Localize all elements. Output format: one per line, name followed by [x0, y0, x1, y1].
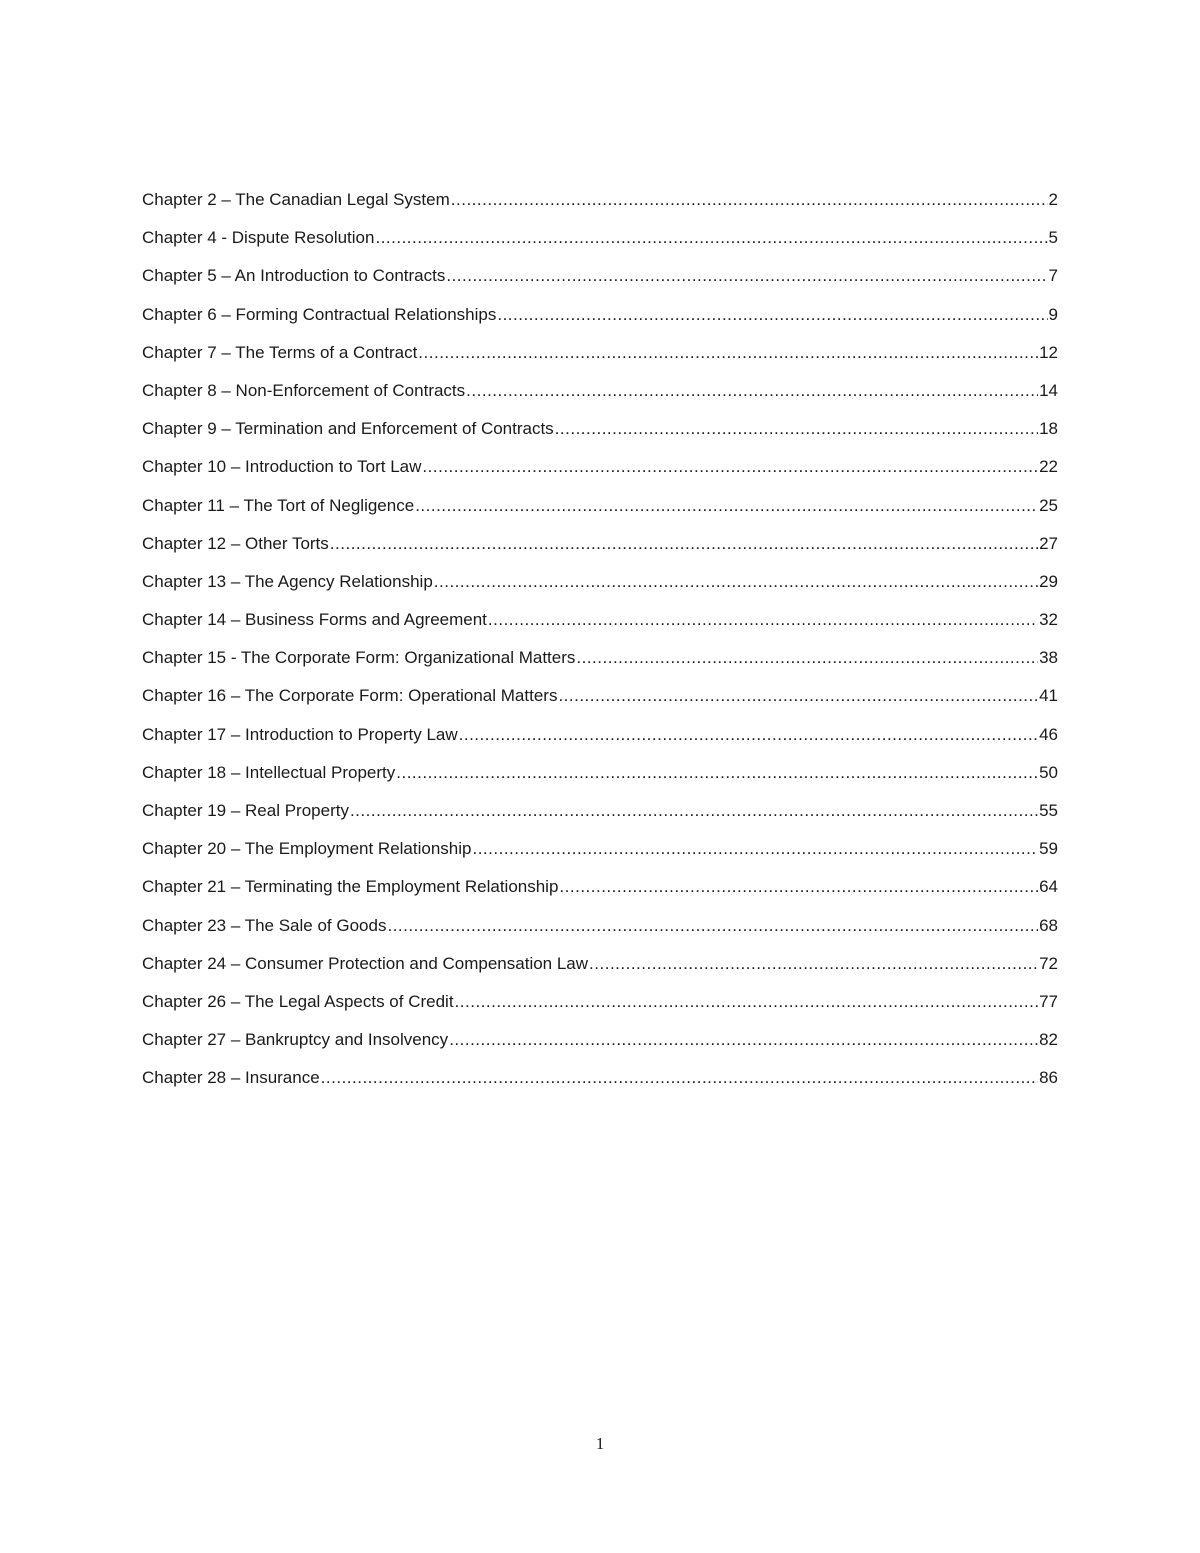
toc-entry-page: 72 — [1039, 953, 1058, 973]
toc-entry-page: 9 — [1048, 304, 1058, 324]
toc-entry[interactable] — [142, 415, 1058, 453]
toc-entry-title: Chapter 15 - The Corporate Form: Organizational Matters — [142, 648, 576, 668]
toc-entry[interactable] — [142, 377, 1058, 415]
toc-dot-leader — [466, 377, 1038, 405]
toc-entry[interactable] — [142, 1026, 1058, 1064]
toc-entry[interactable] — [142, 492, 1058, 530]
toc-entry[interactable] — [142, 186, 1058, 224]
toc-entry-page: 7 — [1048, 266, 1058, 286]
toc-entry-title: Chapter 5 – An Introduction to Contracts — [142, 266, 446, 286]
toc-entry[interactable] — [142, 682, 1058, 720]
toc-entry-title: Chapter 19 – Real Property — [142, 801, 349, 820]
toc-dot-leader — [497, 301, 1047, 329]
toc-entry[interactable] — [142, 912, 1058, 950]
toc-dot-leader — [576, 644, 1038, 672]
toc-entry-page: 38 — [1039, 648, 1058, 668]
toc-dot-leader — [396, 759, 1038, 787]
toc-dot-leader — [434, 568, 1038, 596]
toc-dot-leader — [449, 1026, 1038, 1054]
toc-entry-title: Chapter 11 – The Tort of Negligence — [142, 495, 415, 515]
toc-entry[interactable] — [142, 721, 1058, 759]
toc-entry-title: Chapter 24 – Consumer Protection and Compensation Law — [142, 953, 589, 973]
toc-entry-page: 14 — [1039, 380, 1058, 400]
table-of-contents — [142, 186, 1058, 1103]
toc-dot-leader — [488, 606, 1038, 634]
toc-entry-title: Chapter 12 – Other Torts — [142, 533, 329, 553]
toc-entry[interactable] — [142, 988, 1058, 1026]
toc-entry[interactable] — [142, 835, 1058, 873]
toc-entry[interactable] — [142, 568, 1058, 606]
toc-dot-leader — [387, 912, 1038, 940]
toc-entry[interactable] — [142, 759, 1058, 797]
toc-dot-leader — [375, 224, 1047, 252]
toc-entry[interactable] — [142, 339, 1058, 377]
toc-entry-page: 55 — [1039, 801, 1058, 820]
toc-entry-title: Chapter 4 - Dispute Resolution — [142, 228, 375, 248]
toc-dot-leader — [451, 186, 1048, 214]
toc-entry[interactable] — [142, 950, 1058, 988]
toc-entry-page: 77 — [1039, 991, 1058, 1011]
toc-dot-leader — [415, 492, 1038, 520]
toc-dot-leader — [422, 453, 1038, 481]
toc-dot-leader — [350, 797, 1038, 825]
toc-entry-title: Chapter 9 – Termination and Enforcement of Contracts — [142, 419, 554, 439]
toc-entry-title: Chapter 27 – Bankruptcy and Insolvency — [142, 1030, 449, 1050]
toc-entry-title: Chapter 17 – Introduction to Property Law — [142, 724, 458, 744]
toc-entry-page: 27 — [1039, 533, 1058, 553]
toc-entry[interactable] — [142, 224, 1058, 262]
toc-entry-page: 5 — [1048, 228, 1058, 248]
toc-entry-page: 12 — [1039, 342, 1058, 362]
toc-entry-page: 68 — [1039, 915, 1058, 935]
toc-dot-leader — [418, 339, 1038, 367]
toc-entry-title: Chapter 8 – Non-Enforcement of Contracts — [142, 380, 466, 400]
toc-dot-leader — [330, 530, 1038, 558]
toc-entry-page: 82 — [1039, 1030, 1058, 1050]
toc-entry-title: Chapter 7 – The Terms of a Contract — [142, 342, 418, 362]
toc-dot-leader — [559, 873, 1038, 901]
toc-entry-title: Chapter 21 – Terminating the Employment Relationship — [142, 877, 559, 897]
toc-entry-page: 18 — [1039, 419, 1058, 439]
toc-entry-page: 32 — [1039, 610, 1058, 630]
toc-entry-title: Chapter 23 – The Sale of Goods — [142, 915, 387, 935]
page-number: 1 — [595, 1434, 605, 1453]
toc-dot-leader — [558, 682, 1038, 710]
toc-entry-page: 29 — [1039, 571, 1058, 591]
toc-dot-leader — [321, 1064, 1038, 1092]
toc-entry-page: 46 — [1039, 724, 1058, 744]
toc-entry-page: 50 — [1039, 762, 1058, 782]
toc-dot-leader — [446, 262, 1047, 290]
toc-entry-title: Chapter 13 – The Agency Relationship — [142, 571, 433, 591]
toc-entry-page: 59 — [1039, 839, 1058, 859]
toc-entry[interactable] — [142, 606, 1058, 644]
toc-dot-leader — [589, 950, 1038, 978]
toc-dot-leader — [459, 721, 1038, 749]
toc-entry-title: Chapter 14 – Business Forms and Agreement — [142, 610, 487, 630]
toc-entry-title: Chapter 16 – The Corporate Form: Operational Matters — [142, 686, 558, 706]
toc-entry[interactable] — [142, 530, 1058, 568]
toc-entry[interactable] — [142, 873, 1058, 911]
toc-dot-leader — [472, 835, 1038, 863]
toc-entry-title: Chapter 20 – The Employment Relationship — [142, 839, 472, 859]
toc-entry-page: 2 — [1048, 190, 1058, 209]
toc-entry[interactable] — [142, 301, 1058, 339]
toc-dot-leader — [455, 988, 1039, 1016]
toc-entry-title: Chapter 2 – The Canadian Legal System — [142, 190, 450, 209]
toc-entry-page: 41 — [1039, 686, 1058, 706]
toc-dot-leader — [555, 415, 1038, 443]
toc-entry-page: 22 — [1039, 457, 1058, 477]
toc-entry-page: 64 — [1039, 877, 1058, 897]
toc-entry-title: Chapter 18 – Intellectual Property — [142, 762, 396, 782]
toc-entry[interactable] — [142, 1064, 1058, 1102]
toc-entry-title: Chapter 26 – The Legal Aspects of Credit — [142, 991, 454, 1011]
toc-entry-page: 86 — [1039, 1068, 1058, 1088]
toc-entry-title: Chapter 28 – Insurance — [142, 1068, 320, 1088]
toc-entry-title: Chapter 6 – Forming Contractual Relationships — [142, 304, 497, 324]
toc-entry-page: 25 — [1039, 495, 1058, 515]
toc-entry[interactable] — [142, 644, 1058, 682]
toc-entry-title: Chapter 10 – Introduction to Tort Law — [142, 457, 422, 477]
toc-entry[interactable] — [142, 797, 1058, 835]
toc-entry[interactable] — [142, 262, 1058, 300]
toc-entry[interactable] — [142, 453, 1058, 491]
